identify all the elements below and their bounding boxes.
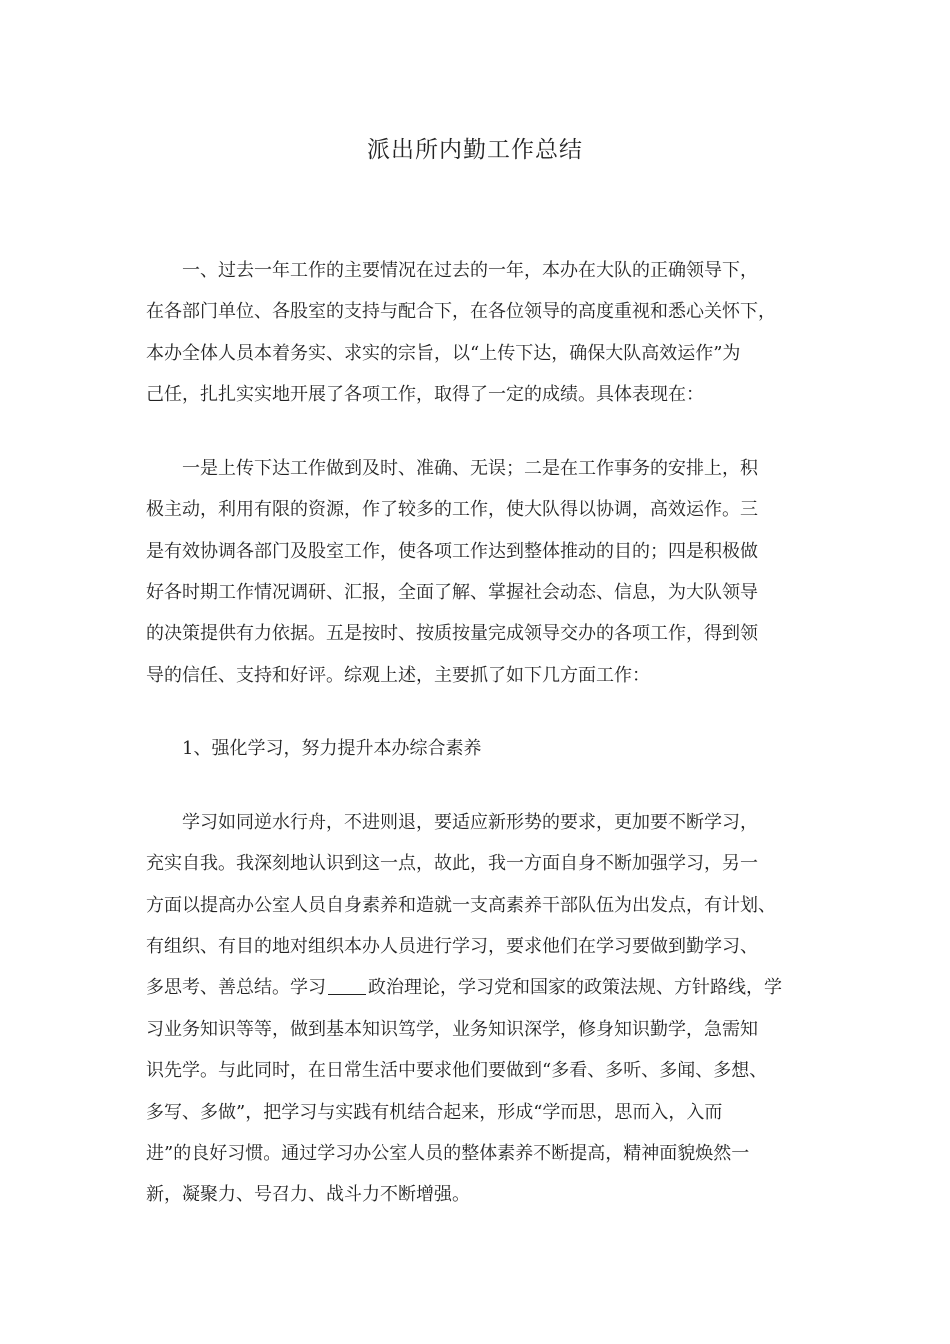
document-title: 派出所内勤工作总结 bbox=[367, 137, 583, 163]
paragraph-3-line: 方面以提高办公室人员自身素养和造就一支高素养干部队伍为出发点，有计划、 bbox=[146, 895, 776, 916]
paragraph-3-line: 识先学。与此同时，在日常生活中要求他们要做到“多看、多听、多闻、多想、 bbox=[146, 1060, 768, 1081]
paragraph-2-line: 一是上传下达工作做到及时、准确、无误；二是在工作事务的安排上，积 bbox=[182, 458, 758, 479]
paragraph-2-line: 的决策提供有力依据。五是按时、按质按量完成领导交办的各项工作，得到领 bbox=[146, 623, 758, 644]
paragraph-3-text: 政治理论，学习党和国家的政策法规、方针路线，学 bbox=[368, 977, 782, 998]
section-heading: 1、强化学习，努力提升本办综合素养 bbox=[182, 738, 482, 759]
paragraph-1-line: 己任，扎扎实实地开展了各项工作，取得了一定的成绩。具体表现在： bbox=[146, 384, 704, 405]
paragraph-3-line: 有组织、有目的地对组织本办人员进行学习，要求他们在学习要做到勤学习、 bbox=[146, 936, 758, 957]
paragraph-3-line: 学习如同逆水行舟，不进则退，要适应新形势的要求，更加要不断学习， bbox=[182, 812, 758, 833]
paragraph-2-line: 是有效协调各部门及股室工作，使各项工作达到整体推动的目的；四是积极做 bbox=[146, 541, 758, 562]
paragraph-2-line: 极主动，利用有限的资源，作了较多的工作，使大队得以协调，高效运作。三 bbox=[146, 499, 758, 520]
paragraph-3-line bbox=[146, 975, 782, 1001]
paragraph-2-line: 好各时期工作情况调研、汇报，全面了解、掌握社会动态、信息，为大队领导 bbox=[146, 582, 758, 603]
fill-in-blank bbox=[328, 976, 366, 995]
paragraph-3-line: 进”的良好习惯。通过学习办公室人员的整体素养不断提高，精神面貌焕然一 bbox=[146, 1143, 750, 1164]
paragraph-3-text: 多思考、善总结。学习 bbox=[146, 977, 326, 998]
paragraph-3-line: 多写、多做”，把学习与实践有机结合起来，形成“学而思，思而入，入而 bbox=[146, 1102, 723, 1123]
paragraph-2-line: 导的信任、支持和好评。综观上述，主要抓了如下几方面工作： bbox=[146, 665, 650, 686]
paragraph-1-line: 一、过去一年工作的主要情况在过去的一年，本办在大队的正确领导下， bbox=[182, 260, 758, 281]
paragraph-1-line: 本办全体人员本着务实、求实的宗旨，以“上传下达，确保大队高效运作”为 bbox=[146, 343, 741, 364]
paragraph-3-line: 充实自我。我深刻地认识到这一点，故此，我一方面自身不断加强学习，另一 bbox=[146, 853, 758, 874]
paragraph-3-line: 习业务知识等等，做到基本知识笃学，业务知识深学，修身知识勤学，急需知 bbox=[146, 1019, 758, 1040]
paragraph-3-line: 新，凝聚力、号召力、战斗力不断增强。 bbox=[146, 1184, 470, 1205]
paragraph-1-line: 在各部门单位、各股室的支持与配合下，在各位领导的高度重视和悉心关怀下， bbox=[146, 301, 776, 322]
